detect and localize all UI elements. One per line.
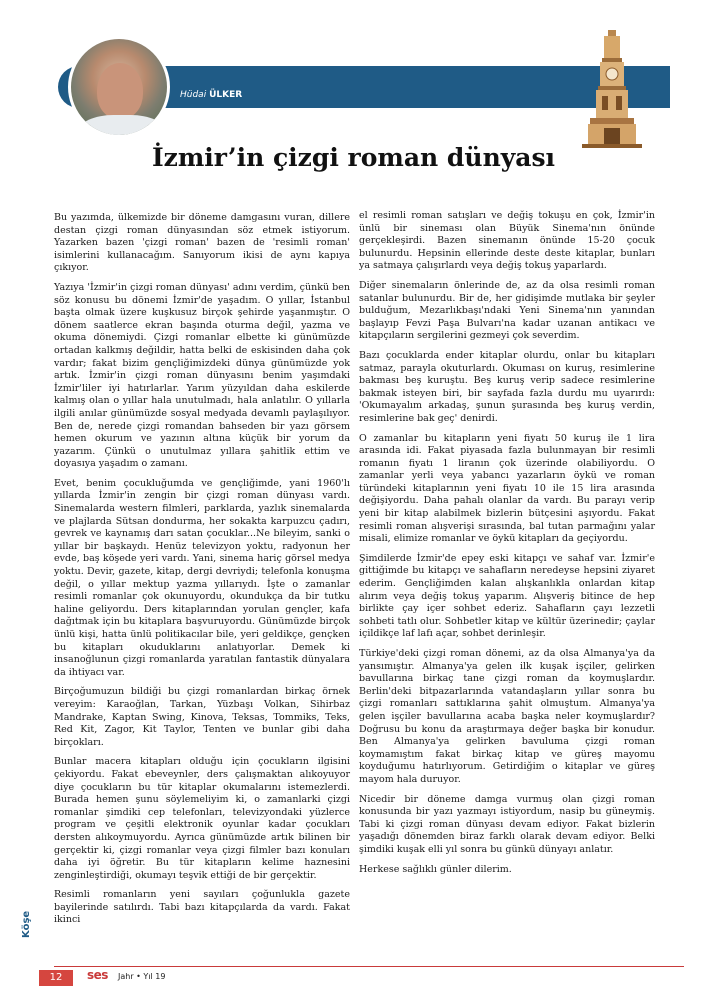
paragraph: Evet, benim çocukluğumda ve gençliğimde, yani 1960'lı yıllarda İzmir'in zengin bir çizgi roman dünyası vardı. Sinemalarda western filmleri, parklarda, yazlık sinemalarda ve plajlarda Sütsan dondurma, her sokakta karpuzcu çadırı, gevrek ve kaynamış darı satan çocuklar...Ne bileyim, sanki o yıllar bir başkaydı. Henüz televizyon yoktu, radyonun her evde, baş köşede yeri vardı. Yani, sinema hariç görsel medya yoktu. Devir, gazete, kitap, dergi devriydi; telefonla konuşma değil, o yıllar mektup yazma yıllarıydı. İşte o zamanlar resimli romanlar çok okunuyordu, okundukça da bir tutku haline geliyordu. Ders kitaplarından yorulan gençler, kafa dağıtmak için bu kitaplara başvuruyordu. Günümüzde birçok ünlü kişi, hatta ünlü politikacılar bile, yeri geldikçe, gençken bu kitapları okuduklarını anlatıyorlar. Demek ki insanoğlunun çizgi romanlarda yaratılan fantastik dünyalara da ihtiyacı var. bbox=[54, 477, 350, 678]
paragraph: Herkese sağlıklı günler dilerim. bbox=[359, 863, 512, 875]
paragraph: Bu yazımda, ülkemizde bir döneme damgasını vuran, dillere destan çizgi roman dünyasından söz etmek istiyorum. Yazarken bazen 'çizgi roman' bazen de 'resimli roman' isimlerini kullanacağım. Sanıyorum ikisi de aynı kapıya çıkıyor. bbox=[54, 212, 350, 274]
author-photo bbox=[68, 36, 170, 138]
article-column-left bbox=[54, 212, 350, 934]
paragraph: Türkiye'deki çizgi roman dönemi, az da olsa Almanya'ya da yansımıştır. Almanya'ya gelen ilk kuşak işçiler, gelirken bavullarına birkaç tane çizgi roman da koymuşlardır. Berlin'deki bitpazarlarında vatandaşların yıllar sonra bu çizgi romanları sattıklarına şahit olmuştum. Almanya'ya gelen işçiler bavullarına acaba başka neler koymuşlardır? Doğrusu bu konu da araştırmaya değer başka bir konudur. Ben Almanya'ya gelirken bavuluma çizgi roman koymamıştım fakat birkaç kitap ve güreş mayomu koyduğumu hatırlıyorum. Getirdiğim o kitaplar ve güreş mayom hala duruyor. bbox=[359, 648, 655, 785]
paragraph: Resimli romanların yeni sayıları çoğunlukla gazete bayilerinde satılırdı. Tabi bazı kitapçılarda da vardı. Fakat ikinci bbox=[54, 889, 350, 926]
clock-tower-icon bbox=[582, 30, 642, 148]
author-face bbox=[97, 63, 143, 119]
author-shirt bbox=[79, 115, 165, 138]
magazine-logo: ses bbox=[87, 968, 108, 982]
paragraph: Diğer sinemaların önlerinde de, az da olsa resimli roman satanlar bulunurdu. Bir de, her gidişimde mutlaka bir şeyler bulduğum, Mezarlıkbaşı'ndaki Yeni Sinema'nın yanından başlayıp Fevzi Paşa Bulvarı'na kadar uzanan antikacı ve kitapçıların sergilerini gezmeyi çok severdim. bbox=[359, 279, 655, 342]
paragraph: Bunlar macera kitapları olduğu için çocukların ilgisini çekiyordu. Fakat ebeveynler, ders çalışmaktan alıkoyuyor diye çocukların bu tür kitaplar okumalarını istemezlerdi. Burada hemen şunu söylemeliyim ki, o zamanlarki çizgi romanlar şimdiki cep telefonları, televizyondaki yüzlerce program ve çeşitli elektronik oyunlar kadar çocukları dersten alıkoymuyordu. Ayrıca günümüzde artık bilinen bir gerçektir ki, çizgi romanlar veya çizgi filmler bazı konuları daha iyi öğretir. Bu tür kitapların kelime haznesini zenginleştirdiği, okumayı teşvik ettiği de bir gerçektir. bbox=[54, 756, 350, 881]
issue-info: Jahr • Yıl 19 bbox=[118, 972, 166, 981]
author-first-name: Hüdai bbox=[180, 90, 207, 100]
paragraph: Yazıya 'İzmir'in çizgi roman dünyası' adını verdim, çünkü ben söz konusu bu dönemi İzmir'de yaşadım. O yıllar, İstanbul başta olmak üzere kuşkusuz birçok şehirde yaşanmıştır. O dönem saatlerce ekran başında oturma değil, yazma ve okuma dönemiydi. Çizgi romanlar elbette ki günümüzde ortadan kalkmış değildir, hatta belki de eskisinden daha çok vardır; fakat bizim gençliğimizdeki dünya günümüzde yok artık. İzmir'in çizgi roman dünyasını benim yaşımdaki İzmir'liler iyi hatırlarlar. Yarım yüzyıldan daha eskilerde kalmış olan o yıllar hala unutulmadı, hala anlatılır. O yıllarla ilgili anılar günümüzde sosyal medyada devamlı paylaşılıyor. Ben de, nerede çizgi romandan bahseden bir yazı görsem hemen okurum ve yazının altına küçük bir yorum da yazarım. Çünkü o unutulmaz yıllara şahitlik ettim ve doyasıya yaşadım o zamanı. bbox=[54, 281, 350, 470]
section-label: Köşe bbox=[21, 910, 32, 938]
paragraph: Birçoğumuzun bildiği bu çizgi romanlardan birkaç örnek vereyim: Karaoğlan, Tarkan, Yüzbaşı Volkan, Sihirbaz Mandrake, Kaptan Swing, Kinova, Teksas, Tommiks, Teks, Red Kit, Zagor, Kit Taylor, Tenten ve bunlar gibi daha birçokları. bbox=[54, 686, 350, 748]
footer-divider bbox=[54, 966, 684, 967]
paragraph: el resimli roman satışları ve değiş tokuşu en çok, İzmir'in ünlü bir sineması olan Büyük Sinema'nın önünde gerçekleşirdi. Bazen sinemanın önünde 15-20 çocuk bulunurdu. Hepsinin ellerinde deste deste kitaplar, bunları ya satmaya çalışırlardı veya değiş tokuş yaparlardı. bbox=[359, 210, 655, 272]
article-title: İzmir’in çizgi roman dünyası bbox=[151, 143, 556, 172]
paragraph: O zamanlar bu kitapların yeni fiyatı 50 kuruş ile 1 lira arasında idi. Fakat piyasada fazla bulunmayan bir resimli romanın fiyatı 1 liranın çok üzerinde olabiliyordu. O zamanlar yerli veya yabancı yazarların öykü ve roman türündeki kitaplarının yeni fiyatı 10 ile 15 lira arasında değişiyordu. Daha pahalı olanlar da vardı. Bu parayı verip yeni bir kitap alabilmek bizlerin bütçesini aşıyordu. Fakat resimli roman alışverişi sırasında, bal tutan parmağını yalar misali, elimize romanlar ve öykü kitapları da geçiyordu. bbox=[359, 432, 655, 545]
author-last-name: ÜLKER bbox=[209, 90, 243, 100]
paragraph: Bazı çocuklarda ender kitaplar olurdu, onlar bu kitapları satmaz, parayla okuturlardı. Okuması on kuruş, resimlerine bakması beş kuruştu. Beş kuruş verip sadece resimlerine bakmak isteyen biri, bir sayfada fazla durdu mu uyarırdı: 'Okumayalım arkadaş, şunun şurasında beş kuruş verdin, resimlerine bak geç' denirdi. bbox=[359, 349, 655, 424]
author-name bbox=[180, 90, 242, 100]
page-number: 12 bbox=[39, 970, 73, 986]
paragraph: Şimdilerde İzmir'de epey eski kitapçı ve sahaf var. İzmir'e gittiğimde bu kitapçı ve sahafların neredeyse hepsini ziyaret ederim. Gençliğimden kalan alışkanlıkla onlardan kitap alırım veya değiş tokuş yaparım. Alışveriş bitince de hep birlikte çay içer sohbet ederiz. Sahafların çayı lezzetli sohbeti tatlı olur. Sohbetler kitap ve kültür üzerinedir; çaylar içildikçe laf lafı açar, sohbet derinleşir. bbox=[359, 552, 655, 640]
paragraph: Nicedir bir döneme damga vurmuş olan çizgi roman konusunda bir yazı yazmayı istiyordum, nasip bu güneymiş. Tabi ki çizgi roman dünyası devam ediyor. Fakat bizlerin yaşadığı dönemden biraz farklı olarak devam ediyor. Belki şimdiki kuşak elli yıl sonra bu günkü dünyayı anlatır. bbox=[359, 793, 655, 855]
article-column-right bbox=[359, 210, 655, 883]
